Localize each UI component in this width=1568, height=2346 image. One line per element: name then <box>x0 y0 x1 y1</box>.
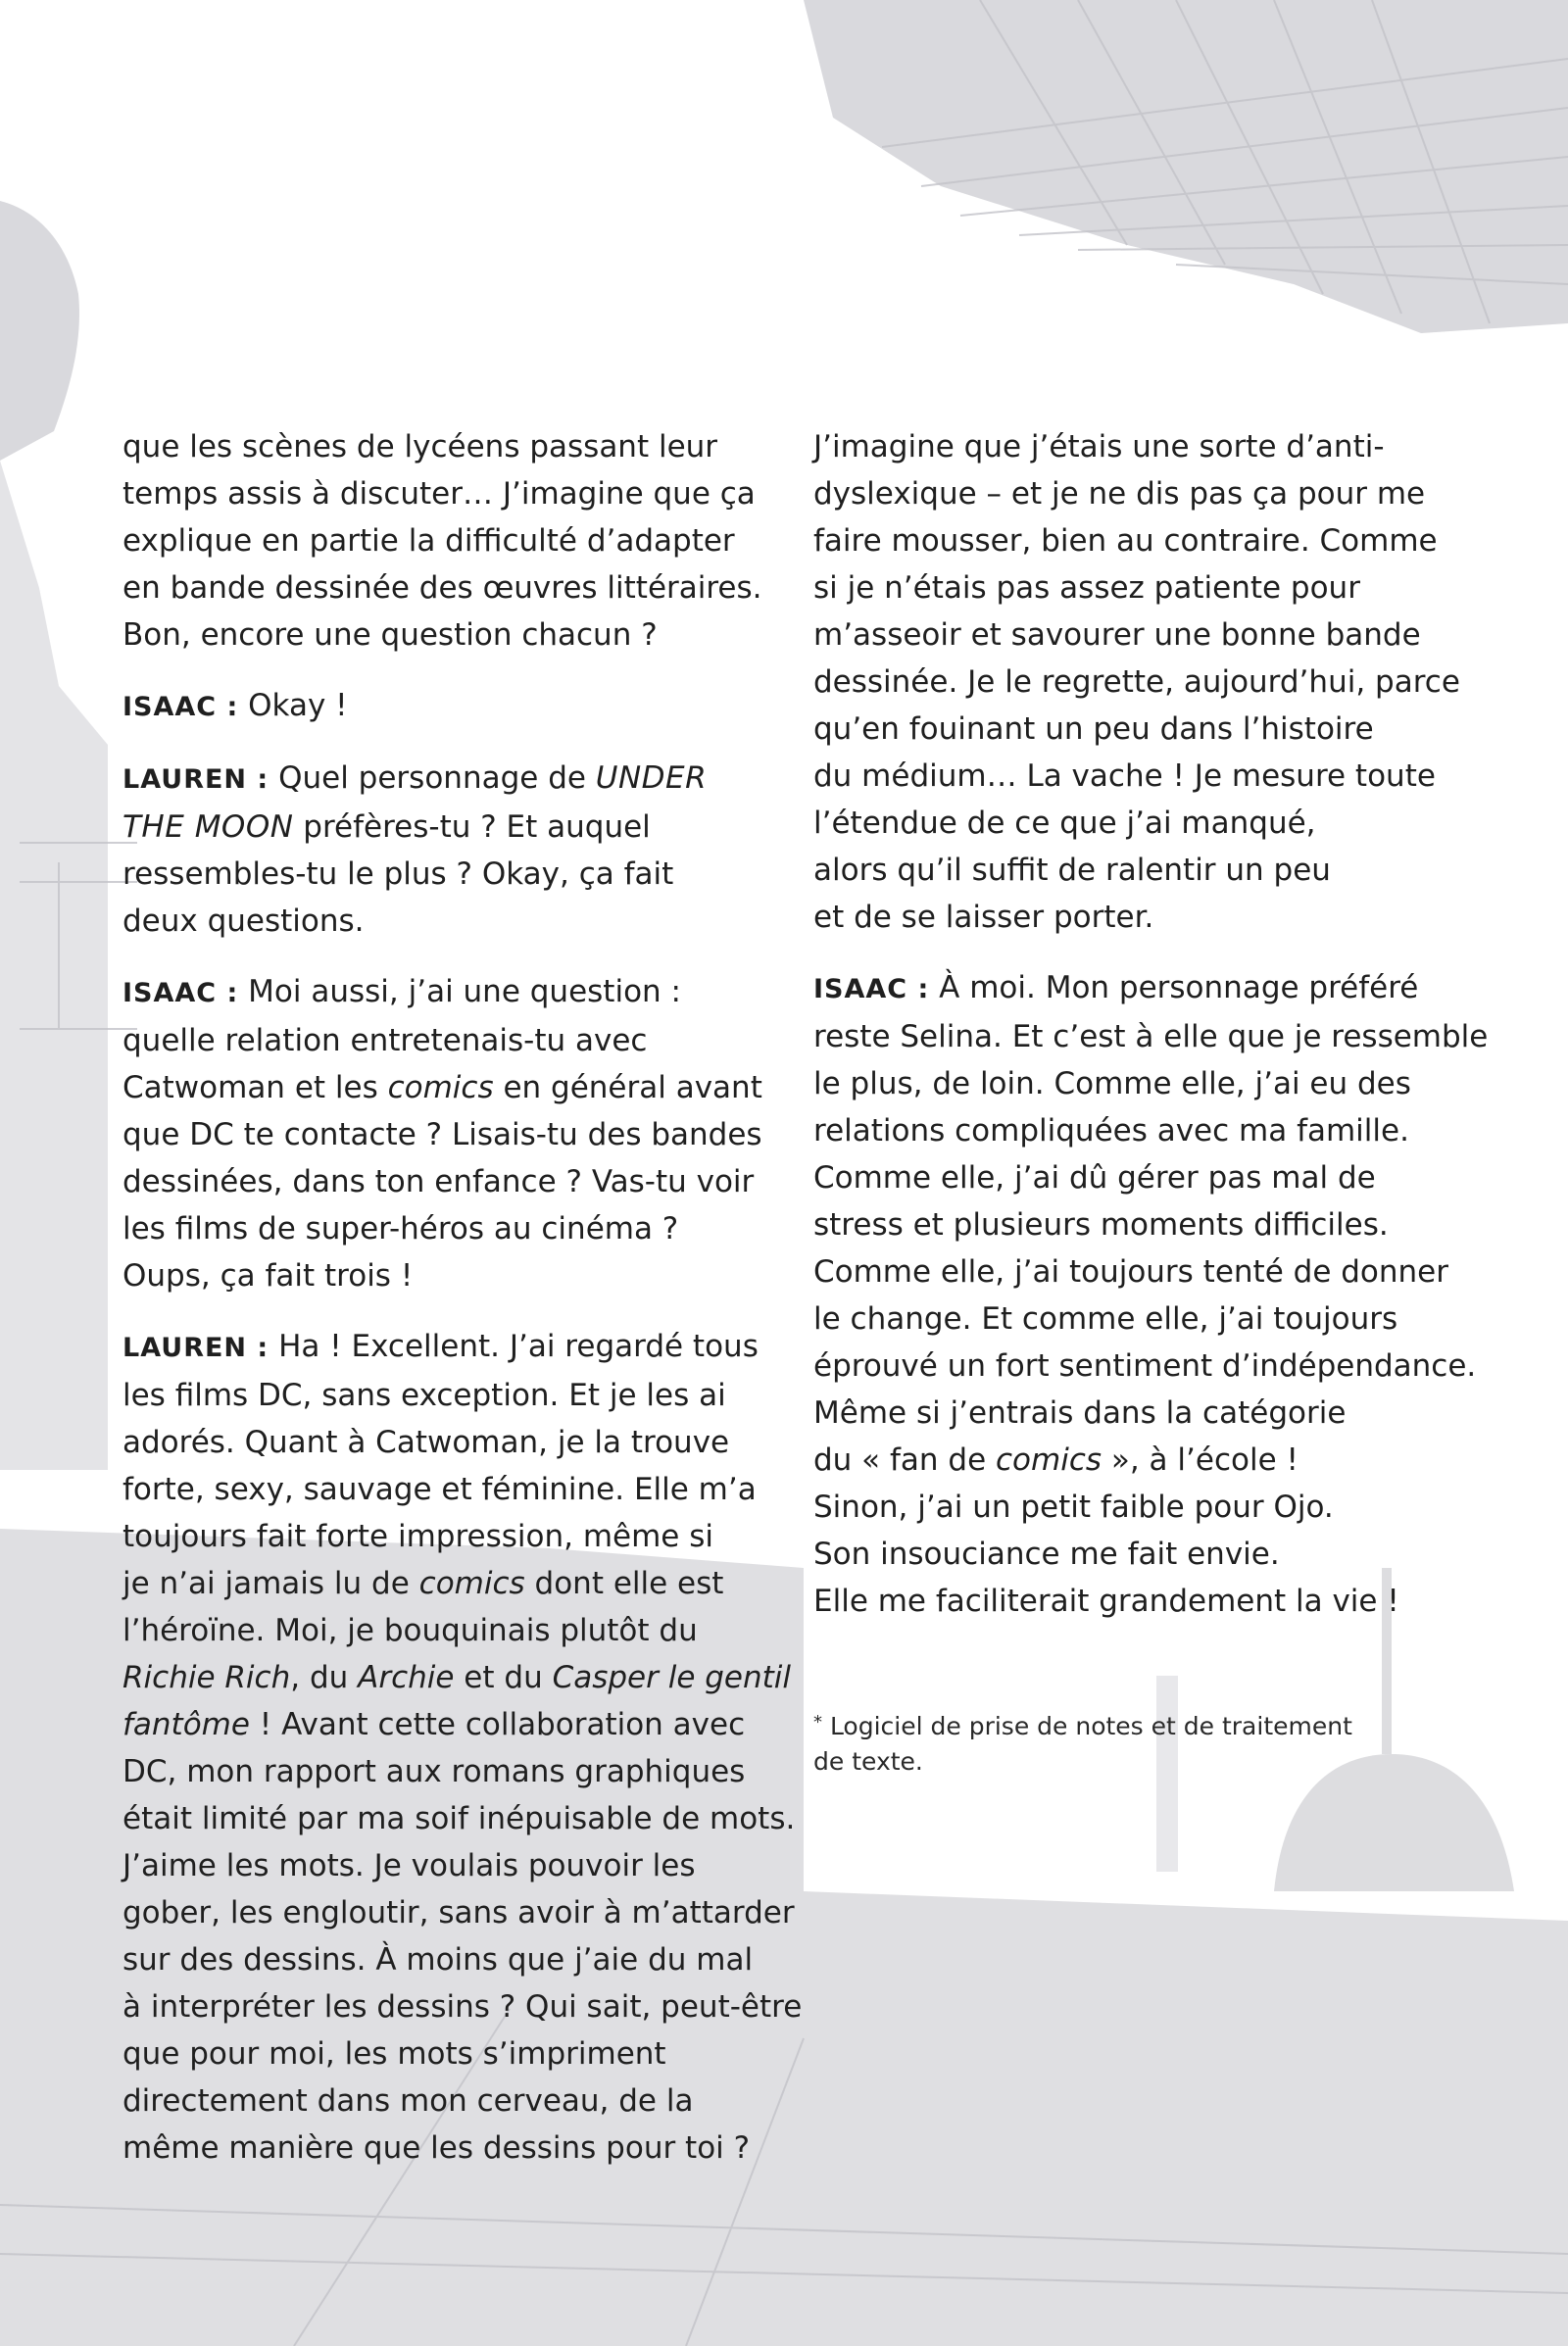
text-line: que les scènes de lycéens passant leur <box>122 429 718 464</box>
speaker-label: ISAAC : <box>122 978 239 1008</box>
text-fragment: », à l’école ! <box>1102 1442 1298 1478</box>
lauren-continued-paragraph <box>813 423 1480 941</box>
text-line: que DC te contacte ? Lisais-tu des bandes <box>122 1117 762 1152</box>
italic-fragment: comics <box>996 1442 1102 1478</box>
speaker-label: LAUREN : <box>122 764 270 795</box>
footnote-text: de texte. <box>813 1747 923 1776</box>
text-line: Même si j’entrais dans la catégorie <box>813 1395 1347 1431</box>
text-line: que pour moi, les mots s’impriment <box>122 2036 666 2072</box>
text-line: dyslexique – et je ne dis pas ça pour me <box>813 476 1426 512</box>
text-line: Oups, ça fait trois ! <box>122 1258 414 1294</box>
text-line: forte, sexy, sauvage et féminine. Elle m’a <box>122 1472 757 1507</box>
text-line: éprouvé un fort sentiment d’indépendance. <box>813 1348 1477 1384</box>
footnote-mark: * <box>813 1712 822 1733</box>
interior-wall-shape <box>0 461 108 1470</box>
text-line: qu’en fouinant un peu dans l’histoire <box>813 711 1374 747</box>
speaker-label: ISAAC : <box>813 974 930 1004</box>
text-fragment: ! Avant cette collaboration avec <box>249 1707 746 1742</box>
text-fragment: Ha ! Excellent. J’ai regardé tous <box>278 1329 759 1364</box>
text-line: ressembles-tu le plus ? Okay, ça fait <box>122 856 674 892</box>
hair-silhouette-shape <box>0 201 79 461</box>
text-line: sur des dessins. À moins que j’aie du mal <box>122 1942 754 1978</box>
text-line: le change. Et comme elle, j’ai toujours <box>813 1301 1398 1337</box>
text-line: Elle me faciliterait grandement la vie ! <box>813 1584 1399 1619</box>
title-fragment: UNDER <box>595 760 708 796</box>
text-line: deux questions. <box>122 904 365 939</box>
text-line: reste Selina. Et c’est à elle que je ressemble <box>813 1019 1489 1054</box>
italic-fragment: Casper le gentil <box>552 1660 792 1695</box>
italic-fragment: comics <box>387 1070 494 1105</box>
text-line: et de se laisser porter. <box>813 900 1154 935</box>
lauren-answer-paragraph <box>122 1323 803 2172</box>
text-line: alors qu’il suffit de ralentir un peu <box>813 853 1331 888</box>
left-text-column <box>122 423 803 2195</box>
text-line: à interpréter les dessins ? Qui sait, peut-être <box>122 1989 803 2025</box>
speaker-label: LAUREN : <box>122 1333 270 1363</box>
text-fragment: Quel personnage de <box>278 760 596 796</box>
text-fragment: , du <box>290 1660 359 1695</box>
text-line: était limité par ma soif inépuisable de mots. <box>122 1801 796 1836</box>
text-line: en bande dessinée des œuvres littéraires. <box>122 570 762 606</box>
text-line: relations compliquées avec ma famille. <box>813 1113 1409 1149</box>
text-line: faire mousser, bien au contraire. Comme <box>813 523 1438 559</box>
text-line: temps assis à discuter… J’imagine que ça <box>122 476 756 512</box>
text-line: quelle relation entretenais-tu avec <box>122 1023 648 1058</box>
isaac-answer-paragraph <box>813 964 1489 1625</box>
roof-awning-shape <box>804 0 1568 333</box>
text-line: adorés. Quant à Catwoman, je la trouve <box>122 1425 730 1460</box>
text-line: J’imagine que j’étais une sorte d’anti- <box>813 429 1385 464</box>
text-line: Comme elle, j’ai dû gérer pas mal de <box>813 1160 1376 1196</box>
text-fragment: je n’ai jamais lu de <box>122 1566 419 1601</box>
text-line: dessinées, dans ton enfance ? Vas-tu voir <box>122 1164 755 1199</box>
text-line: même manière que les dessins pour toi ? <box>122 2130 751 2166</box>
text-line: les films de super-héros au cinéma ? <box>122 1211 679 1246</box>
italic-fragment: Archie <box>358 1660 455 1695</box>
text-line: Bon, encore une question chacun ? <box>122 617 658 653</box>
text-fragment: Okay ! <box>248 688 348 723</box>
text-fragment: et du <box>454 1660 553 1695</box>
footnote-text: Logiciel de prise de notes et de traitement <box>822 1712 1352 1740</box>
text-line: explique en partie la difficulté d’adapter <box>122 523 735 559</box>
text-line: l’héroïne. Moi, je bouquinais plutôt du <box>122 1613 698 1648</box>
text-line: l’étendue de ce que j’ai manqué, <box>813 806 1316 841</box>
text-line: J’aime les mots. Je voulais pouvoir les <box>122 1848 696 1883</box>
text-line: DC, mon rapport aux romans graphiques <box>122 1754 746 1789</box>
text-line: Son insouciance me fait envie. <box>813 1537 1280 1572</box>
lauren-question-paragraph <box>122 755 769 945</box>
italic-fragment: fantôme <box>122 1707 250 1742</box>
isaac-okay-paragraph <box>122 682 769 731</box>
text-line: stress et plusieurs moments difficiles. <box>813 1207 1389 1243</box>
title-fragment: THE MOON <box>122 809 294 845</box>
footnote <box>813 1709 1401 1780</box>
text-line: gober, les engloutir, sans avoir à m’attarder <box>122 1895 795 1931</box>
text-line: si je n’étais pas assez patiente pour <box>813 570 1360 606</box>
text-line: toujours fait forte impression, même si <box>122 1519 714 1554</box>
text-line: le plus, de loin. Comme elle, j’ai eu des <box>813 1066 1411 1101</box>
text-line: m’asseoir et savourer une bonne bande <box>813 617 1421 653</box>
text-fragment: préfères-tu ? Et auquel <box>293 809 651 845</box>
speaker-label: ISAAC : <box>122 692 239 722</box>
text-fragment: Catwoman et les <box>122 1070 388 1105</box>
text-line: Comme elle, j’ai toujours tenté de donner <box>813 1254 1449 1290</box>
intro-paragraph <box>122 423 769 659</box>
text-fragment: À moi. Mon personnage préféré <box>939 970 1419 1005</box>
text-fragment: dont elle est <box>524 1566 724 1601</box>
text-line: du médium… La vache ! Je mesure toute <box>813 758 1436 794</box>
text-line: dessinée. Je le regrette, aujourd’hui, parce <box>813 664 1460 700</box>
text-line: les films DC, sans exception. Et je les ai <box>122 1378 726 1413</box>
text-line: Sinon, j’ai un petit faible pour Ojo. <box>813 1490 1334 1525</box>
italic-fragment: Richie Rich <box>122 1660 291 1695</box>
text-fragment: en général avant <box>493 1070 762 1105</box>
text-fragment: du « fan de <box>813 1442 997 1478</box>
text-line: directement dans mon cerveau, de la <box>122 2083 694 2119</box>
right-text-column <box>813 423 1489 1648</box>
isaac-question-paragraph <box>122 968 769 1299</box>
italic-fragment: comics <box>418 1566 525 1601</box>
text-fragment: Moi aussi, j’ai une question : <box>248 974 681 1009</box>
